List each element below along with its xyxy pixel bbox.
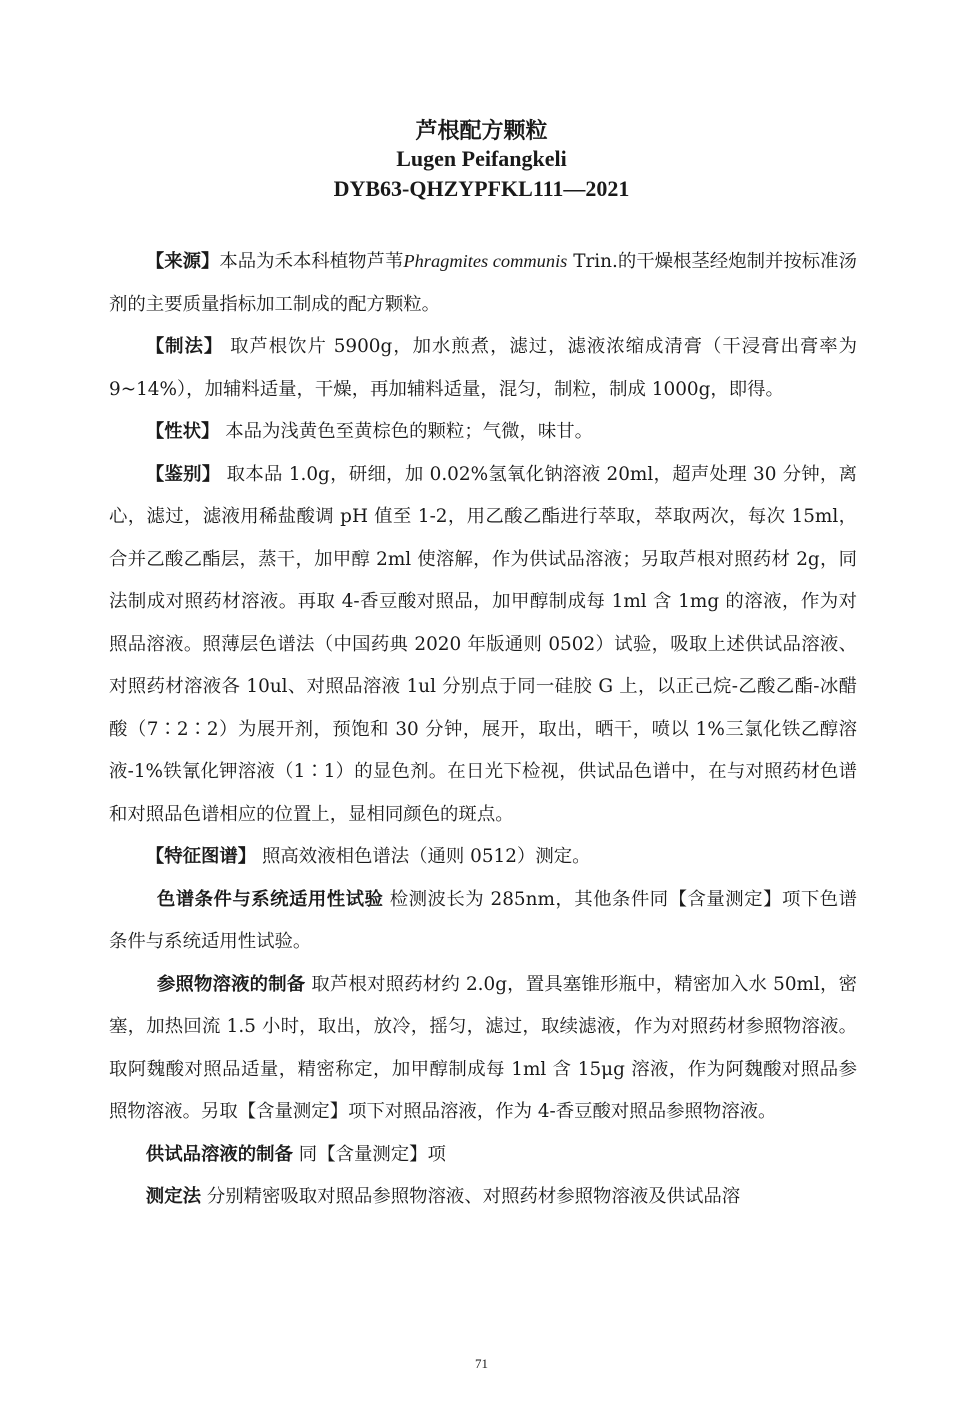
section-text: 分别精密吸取对照品参照物溶液、对照药材参照物溶液及供试品溶 [206,1186,741,1207]
section-fingerprint [109,836,857,879]
section-method [109,326,857,411]
section-label: 【制法】 [145,336,224,357]
section-text: 本品为浅黄色至黄棕色的颗粒；气微，味甘。 [225,421,594,442]
section-text: 照高效液相色谱法（通则 0512）测定。 [262,846,591,867]
section-label: 【性状】 [145,421,220,442]
section-text: 取本品 1.0g，研细，加 0.02%氢氧化钠溶液 20ml，超声处理 30 分钟，离心，滤过，滤液用稀盐酸调 pH 值至 1-2，用乙酸乙酯进行萃取，萃取两次，每次 15ml，合并乙酸乙酯层，蒸干，加甲醇 2ml 使溶解，作为供试品溶液；另取芦根对照药材 2g，同法制成对照药材溶液。再取 4-香豆酸对照品，加甲醇制成每 1ml 含 1mg 的溶液，作为对照品溶液。照薄层色谱法（中国药典 2020 年版通则 0502）试验，吸取上述供试品溶液、对照药材溶液各 10ul、对照品溶液 1ul 分别点于同一硅胶 G 上，以正己烷-乙酸乙酯-冰醋酸（7∶2∶2）为展开剂，预饱和 30 分钟，展开，取出，晒干，喷以 1%三氯化铁乙醇溶液-1%铁氰化钾溶液（1∶1）的显色剂。在日光下检视，供试品色谱中，在与对照药材色谱和对照品色谱相应的位置上，显相同颜色的斑点。 [109,463,858,825]
section-assay [109,1176,857,1219]
section-label: 色谱条件与系统适用性试验 [156,888,384,910]
section-label: 【鉴别】 [145,463,221,485]
section-source [109,240,857,326]
section-label: 测定法 [145,1186,201,1207]
section-text: 检测波长为 285nm，其他条件同【含量测定】项下色谱条件与系统适用性试验。 [109,888,857,952]
section-label: 【特征图谱】 [145,846,257,867]
latin-name: Phragmites communis [403,251,568,271]
section-label: 【来源】 [145,251,220,272]
section-text: 取芦根对照药材约 2.0g，置具塞锥形瓶中，精密加入水 50ml，密塞，加热回流 1.5 小时，取出，放冷，摇匀，滤过，取续滤液，作为对照药材参照物溶液。取阿魏酸对照品适量，精密称定，加甲醇制成每 1ml 含 15μg 溶液，作为阿魏酸对照品参照物溶液。另取【含量测定】项下对照品溶液，作为 4-香豆酸对照品参照物溶液。 [109,973,857,1122]
title-chinese: 芦根配方颗粒 [415,118,548,144]
section-label: 供试品溶液的制备 [145,1143,293,1165]
section-reference [109,964,857,1134]
document-body [109,240,857,1219]
section-label: 参照物溶液的制备 [156,973,306,995]
title-pinyin: Lugen Peifangkeli [396,146,567,171]
section-identification [109,454,857,837]
section-text: Trin.的干燥根茎经炮制并按标准汤剂的主要质量指标加工制成的配方颗粒。 [109,251,857,315]
section-character [109,411,857,454]
standard-code: DYB63-QHZYPFKL111—2021 [333,176,630,201]
section-test-solution [109,1134,857,1177]
section-text: 取芦根饮片 5900g，加水煎煮，滤过，滤液浓缩成清膏（干浸膏出膏率为 9~14%），加辅料适量，干燥，再加辅料适量，混匀，制粒，制成 1000g，即得。 [109,336,857,400]
section-chromatographic [109,879,857,964]
page-number: 71 [475,1356,488,1371]
section-text: 本品为禾本科植物芦苇 [219,251,404,272]
section-text: 同【含量测定】项 [298,1143,446,1165]
